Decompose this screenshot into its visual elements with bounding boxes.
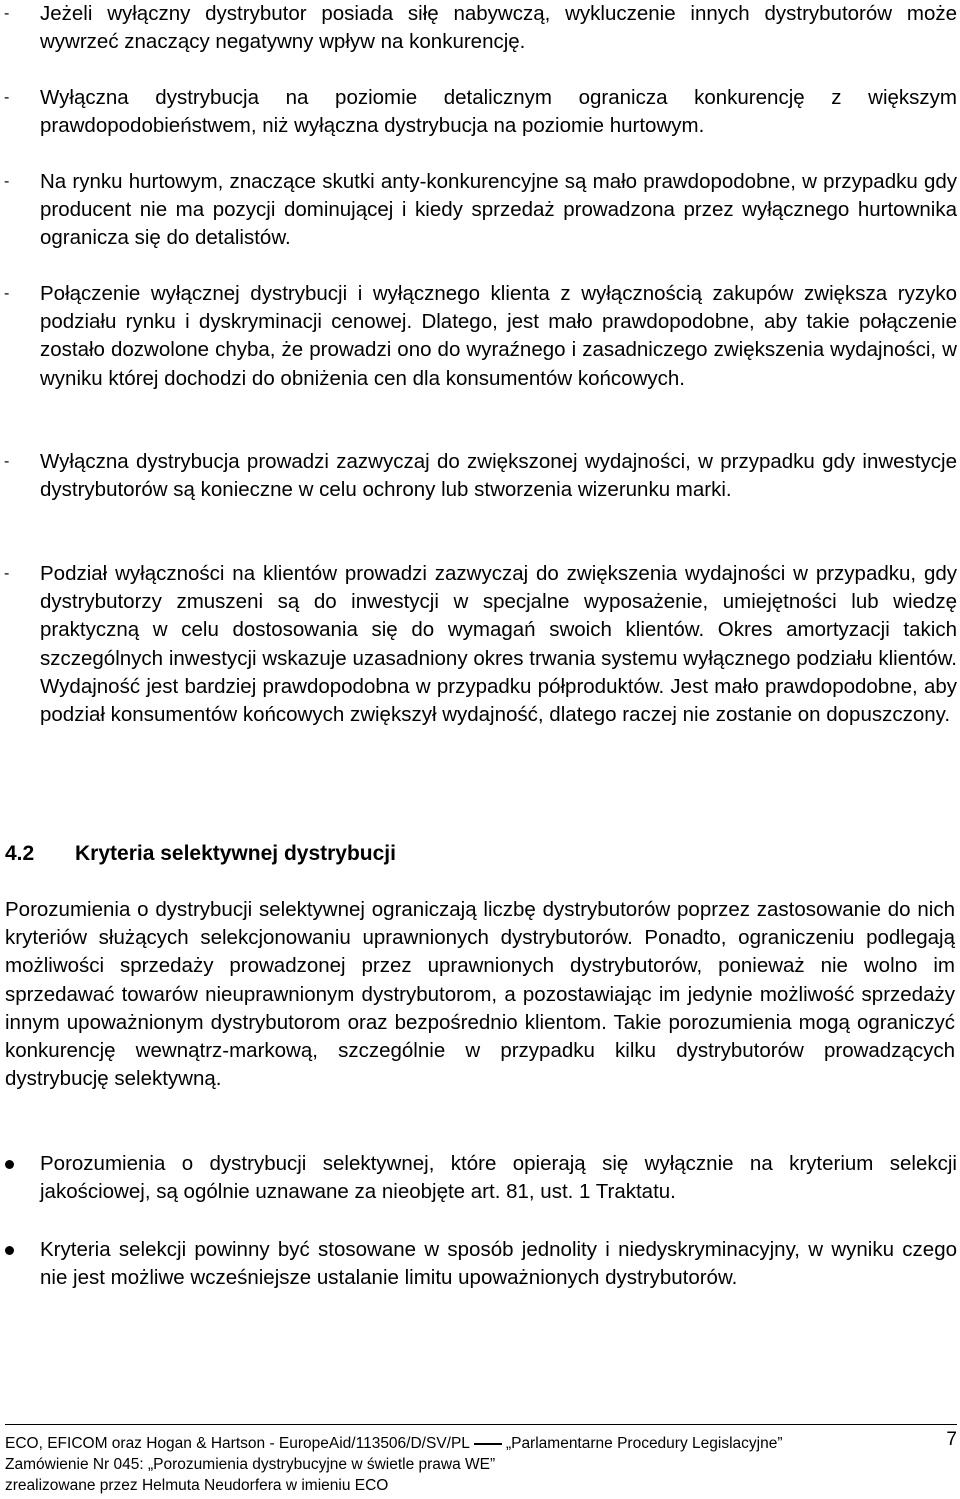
dash-marker: - — [4, 89, 10, 106]
dash-item-text: Podział wyłączności na klientów prowadzi zazwyczaj do zwiększenia wydajności w przypadku, gdy dystrybutorzy zmuszeni są do inwestycji w specjalne wyposażenie, umiejętności lub wiedzę praktyczną w celu dostosowania się do wymagań swoich klientów. Okres amortyzacji takich szczególnych inwestycji wskazuje uzasadniony okres trwania systemu wyłącznego podziału klientów. Wydajność jest bardziej prawdopodobna w przypadku półproduktów. Jest mało prawdopodobne, aby podział konsumentów końcowych zwiększył wydajność, dlatego raczej nie zostanie on dopuszczony. — [40, 562, 957, 727]
section-heading — [5, 840, 396, 868]
footer-project-ref: ECO, EFICOM oraz Hogan & Hartson - EuropeAid/113506/D/SV/PL — [5, 1435, 470, 1452]
dash-list-item-5 — [0, 448, 957, 504]
footer-line-3: zrealizowane przez Helmuta Neudorfera w imieniu ECO — [5, 1477, 389, 1494]
section-title: Kryteria selektywnej dystrybucji — [75, 842, 396, 865]
dash-marker: - — [4, 285, 10, 302]
footer-line-1 — [5, 1433, 957, 1454]
dash-item-text: Wyłączna dystrybucja prowadzi zazwyczaj do zwiększonej wydajności, w przypadku gdy inwestycje dystrybutorów są konieczne w celu ochrony lub stworzenia wizerunku marki. — [40, 450, 957, 502]
bullet-list-item-2 — [0, 1236, 957, 1292]
dash-item-text: Jeżeli wyłączny dystrybutor posiada siłę nabywczą, wykluczenie innych dystrybutorów może wywrzeć znaczący negatywny wpływ na konkurencję. — [40, 2, 957, 54]
dash-list-item-1 — [0, 0, 957, 56]
footer-divider — [5, 1424, 957, 1425]
dash-list-item-6 — [0, 560, 957, 729]
bullet-item-text: Porozumienia o dystrybucji selektywnej, które opierają się wyłącznie na kryterium selekcji jakościowej, są ogólnie uznawane za nieobjęte art. 81, ust. 1 Traktatu. — [40, 1152, 957, 1204]
dash-item-text: Na rynku hurtowym, znaczące skutki anty-konkurencyjne są mało prawdopodobne, w przypadku gdy producent nie ma pozycji dominującej i kiedy sprzedaż prowadzona przez wyłącznego hurtownika ogranicza się do detalistów. — [40, 170, 957, 250]
page-footer — [5, 1433, 957, 1496]
dash-list-item-3 — [0, 168, 957, 253]
bullet-list-item-1 — [0, 1150, 957, 1206]
dash-marker: - — [4, 453, 10, 470]
dash-marker: - — [4, 565, 10, 582]
dash-list-item-2 — [0, 84, 957, 140]
footer-dash — [474, 1443, 502, 1445]
footer-line-2: Zamówienie Nr 045: „Porozumienia dystrybucyjne w świetle prawa WE” — [5, 1456, 496, 1473]
dash-list-item-4 — [0, 280, 957, 393]
page-number: 7 — [946, 1429, 957, 1450]
section-number: 4.2 — [5, 842, 35, 865]
dash-marker: - — [4, 5, 10, 22]
body-paragraph: Porozumienia o dystrybucji selektywnej ograniczają liczbę dystrybutorów poprzez zastosowanie do nich kryteriów służących selekcjonowaniu uprawnionych dystrybutorów. Ponadto, ograniczeniu podlegają możliwości sprzedaży prowadzonej przez uprawnionych dystrybutorów, ponieważ nie wolno im sprzedawać towarów nieuprawnionym dystrybutorom, a pozostawiając im jedynie możliwość sprzedaży innym upoważnionym dystrybutorom oraz bezpośrednio klientom. Takie porozumienia mogą ograniczyć konkurencję wewnątrz-markową, szczególnie w przypadku kilku dystrybutorów prowadzących dystrybucję selektywną. — [5, 898, 955, 1091]
dash-item-text: Połączenie wyłącznej dystrybucji i wyłącznego klienta z wyłącznością zakupów zwiększa ryzyko podziału rynku i dyskryminacji cenowej. Dlatego, jest mało prawdopodobne, aby takie połączenie zostało dozwolone chyba, że prowadzi ono do wyraźnego i zasadniczego zwiększenia wydajności, w wyniku której dochodzi do obniżenia cen dla konsumentów końcowych. — [40, 282, 957, 390]
bullet-item-text: Kryteria selekcji powinny być stosowane w sposób jednolity i niedyskryminacyjny, w wyniku czego nie jest możliwe wcześniejsze ustalanie limitu upoważnionych dystrybutorów. — [40, 1238, 957, 1290]
footer-programme: „Parlamentarne Procedury Legislacyjne” — [505, 1435, 783, 1452]
bullet-dot-icon — [5, 1160, 14, 1169]
dash-marker: - — [4, 173, 10, 190]
dash-item-text: Wyłączna dystrybucja na poziomie detalicznym ogranicza konkurencję z większym prawdopodobieństwem, niż wyłączna dystrybucja na poziomie hurtowym. — [40, 86, 957, 138]
bullet-dot-icon — [5, 1246, 14, 1255]
